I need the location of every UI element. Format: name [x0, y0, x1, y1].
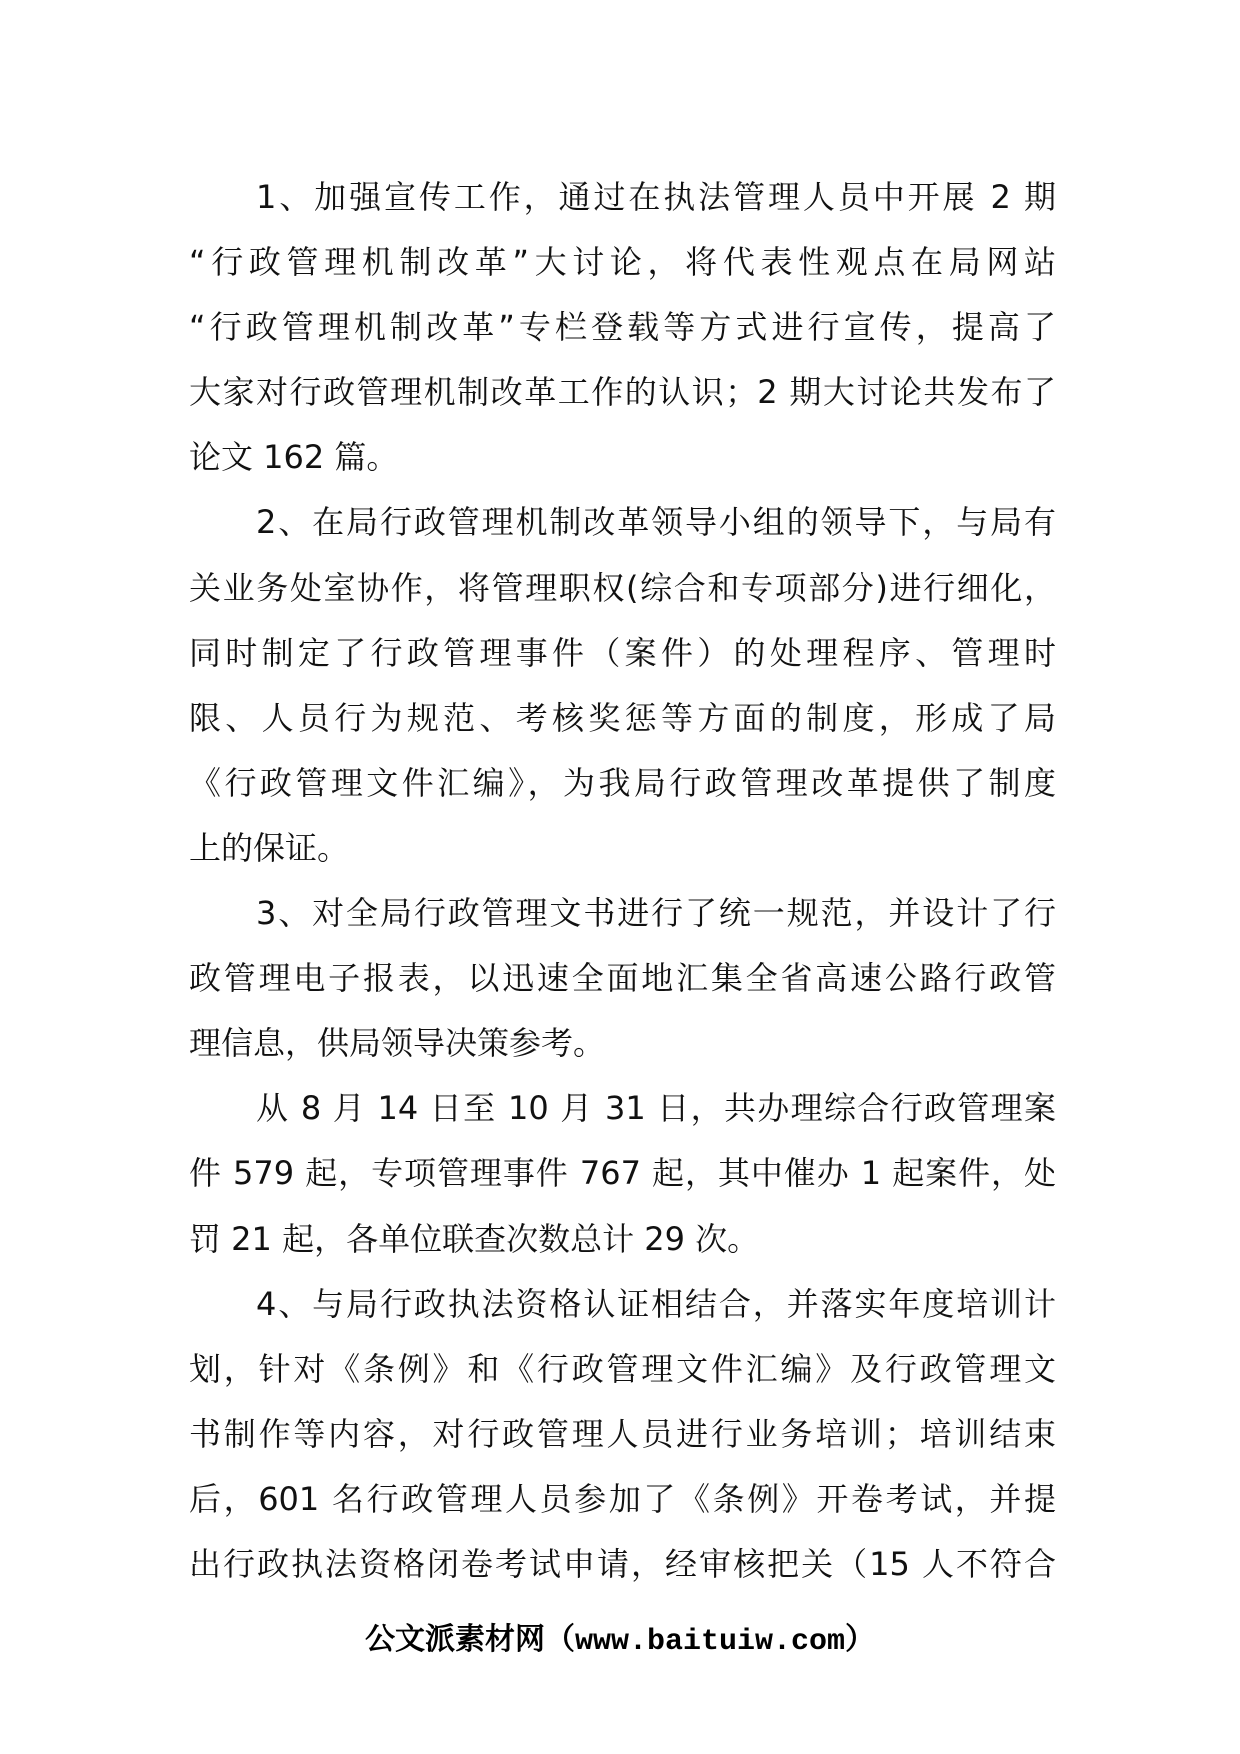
text-line: 4、与局行政执法资格认证相结合，并落实年度培训计 — [256, 1284, 1056, 1323]
text-line: 限、人员行为规范、考核奖惩等方面的制度，形成了局 — [189, 698, 1056, 737]
text-line: 书制作等内容，对行政管理人员进行业务培训；培训结束 — [189, 1414, 1056, 1453]
text-line: 划，针对《条例》和《行政管理文件汇编》及行政管理文 — [189, 1349, 1056, 1388]
text-line: 理信息，供局领导决策参考。 — [189, 1024, 606, 1063]
text-line: 论文 162 篇。 — [189, 438, 399, 477]
text-line: 罚 21 起，各单位联查次数总计 29 次。 — [189, 1219, 760, 1258]
text-line: 出行政执法资格闭卷考试申请，经审核把关（15 人不符合 — [189, 1544, 1056, 1583]
paragraph-1 — [189, 165, 1056, 490]
text-line: 从 8 月 14 日至 10 月 31 日，共办理综合行政管理案 — [256, 1089, 1056, 1128]
paragraph-4 — [189, 1076, 1056, 1271]
text-line: 《行政管理文件汇编》，为我局行政管理改革提供了制度 — [189, 763, 1056, 802]
paragraph-2 — [189, 490, 1056, 881]
paragraph-3 — [189, 881, 1056, 1076]
text-line: 关业务处室协作，将管理职权(综合和专项部分)进行细化， — [189, 568, 1056, 607]
text-line: 后，601 名行政管理人员参加了《条例》开卷考试，并提 — [189, 1479, 1056, 1518]
text-line: 件 579 起，专项管理事件 767 起，其中催办 1 起案件，处 — [189, 1154, 1056, 1193]
text-line: 2、在局行政管理机制改革领导小组的领导下，与局有 — [256, 503, 1056, 542]
text-line: “行政管理机制改革”大讨论，将代表性观点在局网站 — [189, 243, 1056, 282]
text-line: 同时制定了行政管理事件（案件）的处理程序、管理时 — [189, 633, 1056, 672]
text-line: 政管理电子报表，以迅速全面地汇集全省高速公路行政管 — [189, 959, 1056, 998]
text-line: 大家对行政管理机制改革工作的认识；2 期大讨论共发布了 — [189, 373, 1056, 412]
footer-watermark: 公文派素材网（www.baituiw.com） — [364, 1625, 876, 1659]
text-line: 1、加强宣传工作，通过在执法管理人员中开展 2 期 — [256, 178, 1056, 216]
text-line: 3、对全局行政管理文书进行了统一规范，并设计了行 — [256, 894, 1056, 933]
document-body — [189, 165, 1056, 1597]
paragraph-5 — [189, 1272, 1056, 1597]
text-line: “行政管理机制改革”专栏登载等方式进行宣传，提高了 — [189, 308, 1056, 347]
text-line: 上的保证。 — [189, 828, 350, 867]
